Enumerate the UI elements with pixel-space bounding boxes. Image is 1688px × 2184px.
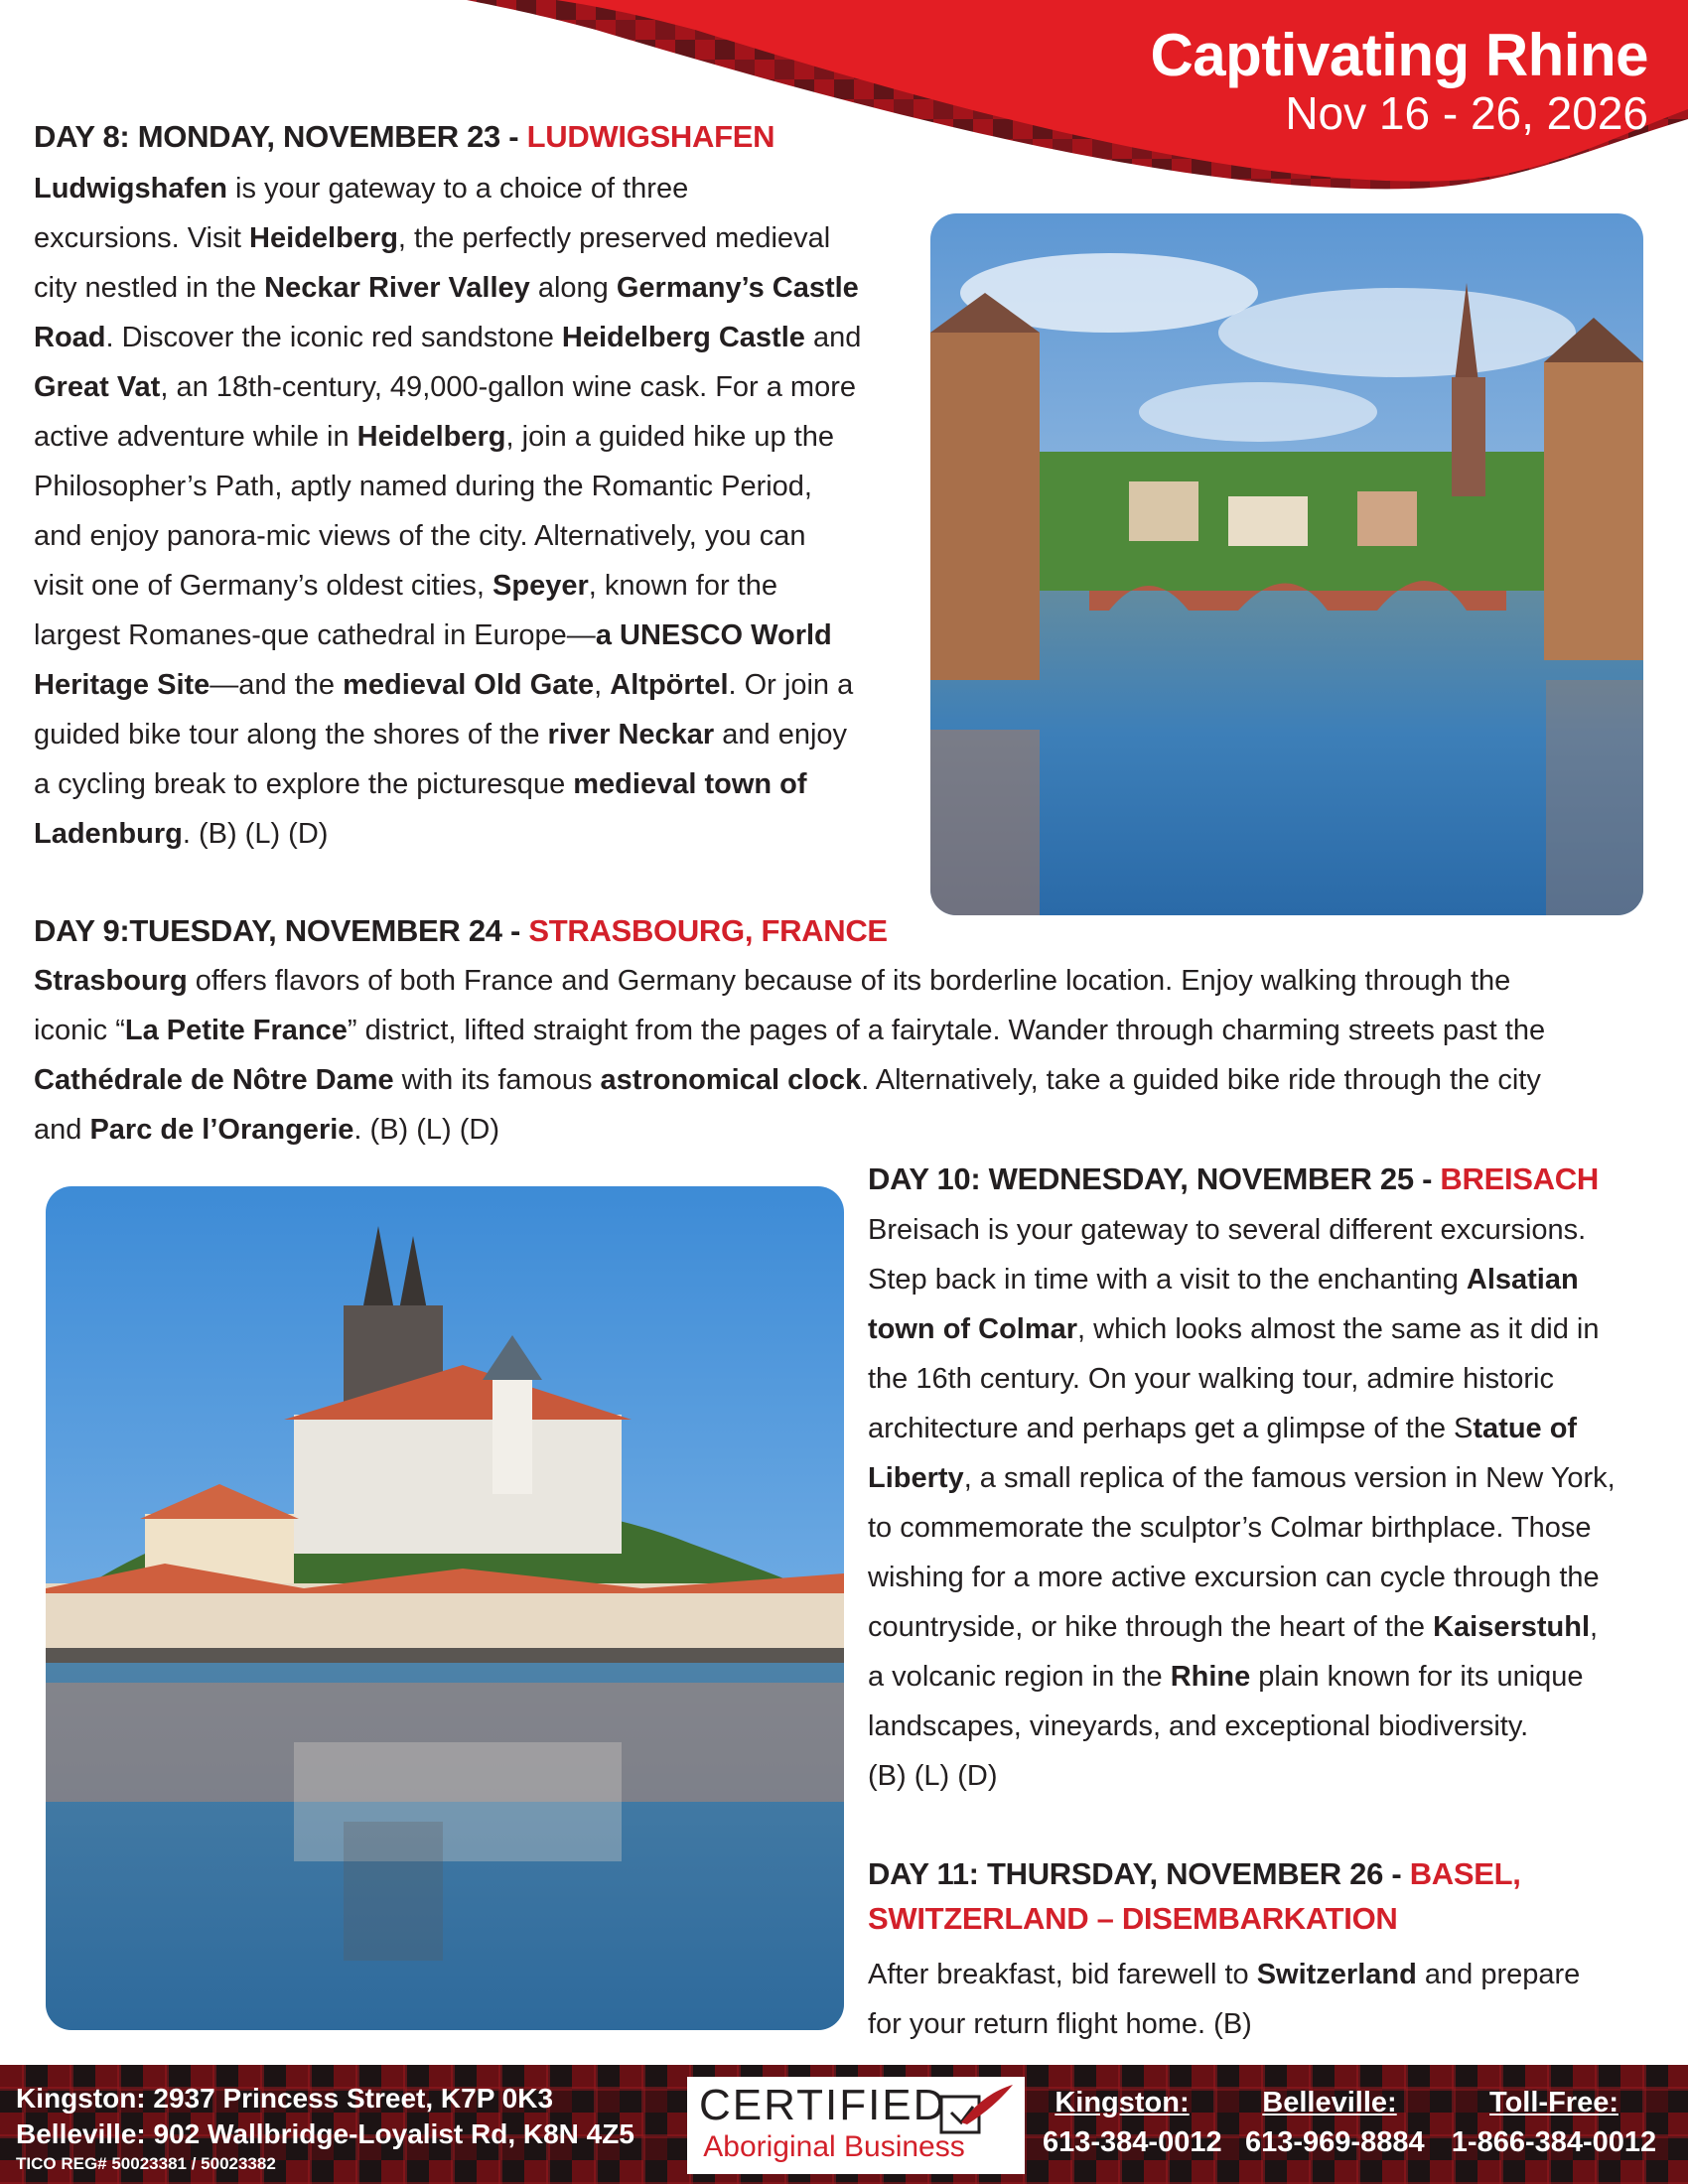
- text-run: and: [804, 322, 862, 353]
- bold-text: medieval Old Gate: [343, 669, 595, 701]
- day8-line: [34, 710, 927, 759]
- day9-line: [34, 1006, 1662, 1055]
- belleville-phone-block: [1245, 2083, 1425, 2162]
- day9-heading: DAY 9:TUESDAY, NOVEMBER 24 - STRASBOURG, FRANCE: [34, 913, 888, 948]
- day8-line: [34, 412, 927, 462]
- bold-text: Parc de l’Orangerie: [89, 1114, 354, 1146]
- bold-text: astronomical clock: [600, 1064, 862, 1096]
- text-run: countryside, or hike through the heart of the: [868, 1611, 1434, 1643]
- bold-text: Heritage Site: [34, 669, 211, 701]
- day11-description: [868, 1950, 1662, 2049]
- day10-heading: DAY 10: WEDNESDAY, NOVEMBER 25 - BREISACH: [868, 1161, 1599, 1196]
- text-run: . Discover the iconic red sandstone: [105, 322, 562, 353]
- bold-text: Neckar River Valley: [264, 272, 530, 304]
- day9-city: STRASBOURG, FRANCE: [528, 913, 888, 948]
- day11-line: [868, 1999, 1662, 2049]
- bold-text: Ludwigshafen: [34, 173, 227, 205]
- day8-city: LUDWIGSHAFEN: [526, 119, 775, 154]
- bold-text: Ladenburg: [34, 818, 183, 850]
- belleville-address: Belleville: 902 Wallbridge-Loyalist Rd, K8N 4Z5: [16, 2118, 634, 2149]
- day8-line: [34, 511, 927, 561]
- day10-description: [868, 1205, 1662, 1801]
- text-run: , which looks almost the same as it did in: [1077, 1313, 1600, 1345]
- tollfree-phone-block: [1450, 2083, 1658, 2162]
- text-run: for your return flight home. (B): [868, 2008, 1252, 2040]
- tour-dates: Nov 16 - 26, 2026: [1285, 87, 1648, 139]
- text-run: , the perfectly preserved medieval: [397, 222, 831, 254]
- text-run: is your gateway to a choice of three: [226, 173, 689, 205]
- bold-text: Cathédrale de Nôtre Dame: [34, 1064, 394, 1096]
- text-run: (B) (L) (D): [868, 1760, 998, 1792]
- tollfree-phone-number[interactable]: 1-866-384-0012: [1451, 2126, 1657, 2158]
- text-run: a volcanic region in the: [868, 1661, 1171, 1693]
- day10-line: [868, 1702, 1662, 1751]
- day10-line: [868, 1205, 1662, 1255]
- day10-line: [868, 1553, 1662, 1602]
- bold-text: Heidelberg Castle: [561, 322, 805, 353]
- belleville-phone-label: Belleville:: [1262, 2087, 1397, 2118]
- day10-line: [868, 1751, 1662, 1801]
- bold-text: Heidelberg: [249, 222, 398, 254]
- day8-line: [34, 611, 927, 660]
- text-run: excursions. Visit: [34, 222, 250, 254]
- day8-line: [34, 263, 927, 313]
- text-run: largest Romanes-que cathedral in Europe—: [34, 619, 596, 651]
- text-run: and: [34, 1114, 90, 1146]
- day11-line: [868, 1950, 1662, 1999]
- day8-line: [34, 362, 927, 412]
- day10-line: [868, 1602, 1662, 1652]
- text-run: offers flavors of both France and Germany because of its borderline location. Enjoy walking through the: [187, 965, 1511, 997]
- day8-line: [34, 164, 927, 213]
- day10-line: [868, 1652, 1662, 1702]
- text-run: and prepare: [1416, 1959, 1581, 1990]
- text-run: ” district, lifted straight from the pages of a fairytale. Wander through charming streets past the: [347, 1015, 1546, 1046]
- day10-line: [868, 1255, 1662, 1304]
- kingston-phone-block: [1043, 2083, 1222, 2162]
- day8-line: [34, 462, 927, 511]
- text-run: and enjoy: [714, 719, 848, 751]
- day10-city: BREISACH: [1440, 1161, 1599, 1196]
- bold-text: Altpörtel: [610, 669, 729, 701]
- kingston-phone-label: Kingston:: [1055, 2087, 1190, 2118]
- text-run: , known for the: [588, 570, 777, 602]
- day11-heading: DAY 11: THURSDAY, NOVEMBER 26 - BASEL, SWITZERLAND – DISEMBARKATION: [868, 1856, 1521, 1936]
- text-run: with its famous: [393, 1064, 601, 1096]
- text-run: Step back in time with a visit to the enchanting: [868, 1264, 1467, 1296]
- logo-aboriginal-text: Aboriginal Business: [703, 2130, 965, 2163]
- text-run: After breakfast, bid farewell to: [868, 1959, 1257, 1990]
- day8-line: [34, 809, 927, 859]
- day10-line: [868, 1404, 1662, 1453]
- bold-text: Strasbourg: [34, 965, 188, 997]
- text-run: . Alternatively, take a guided bike ride through the city: [861, 1064, 1541, 1096]
- day9-line: [34, 956, 1662, 1006]
- bold-text: Speyer: [492, 570, 589, 602]
- day8-line: [34, 759, 927, 809]
- day8-line: [34, 313, 927, 362]
- text-run: plain known for its unique: [1250, 1661, 1584, 1693]
- text-run: . (B) (L) (D): [182, 818, 329, 850]
- bold-text: Road: [34, 322, 106, 353]
- text-run: wishing for a more active excursion can cycle through the: [868, 1562, 1600, 1593]
- belleville-phone-number[interactable]: 613-969-8884: [1245, 2126, 1425, 2158]
- bold-text: Liberty: [868, 1462, 964, 1494]
- day11-city-line2: SWITZERLAND – DISEMBARKATION: [868, 1901, 1398, 1936]
- tour-title: Captivating Rhine: [1150, 22, 1648, 88]
- text-run: along: [529, 272, 617, 304]
- bold-text: Kaiserstuhl: [1433, 1611, 1591, 1643]
- bold-text: a UNESCO World: [595, 619, 832, 651]
- text-run: a cycling break to explore the picturesque: [34, 768, 574, 800]
- text-run: Breisach is your gateway to several different excursions.: [868, 1214, 1587, 1246]
- bold-text: river Neckar: [547, 719, 715, 751]
- text-run: to commemorate the sculptor’s Colmar birthplace. Those: [868, 1512, 1592, 1544]
- day8-heading: DAY 8: MONDAY, NOVEMBER 23 - LUDWIGSHAFEN: [34, 119, 775, 154]
- bold-text: tatue of: [1473, 1413, 1578, 1444]
- certified-aboriginal-business-logo: [687, 2077, 1025, 2174]
- day10-line: [868, 1354, 1662, 1404]
- bold-text: Great Vat: [34, 371, 161, 403]
- tollfree-phone-label: Toll-Free:: [1489, 2087, 1618, 2118]
- day8-description: [34, 164, 927, 859]
- bold-text: La Petite France: [124, 1015, 348, 1046]
- day8-line: [34, 660, 927, 710]
- text-run: landscapes, vineyards, and exceptional biodiversity.: [868, 1710, 1529, 1742]
- text-run: guided bike tour along the shores of the: [34, 719, 548, 751]
- kingston-phone-number[interactable]: 613-384-0012: [1043, 2126, 1222, 2158]
- strasbourg-photo: [930, 213, 1643, 915]
- bold-text: medieval town of: [573, 768, 807, 800]
- day10-line: [868, 1503, 1662, 1553]
- text-run: . Or join a: [728, 669, 854, 701]
- day10-line: [868, 1304, 1662, 1354]
- text-run: , a small replica of the famous version in New York,: [963, 1462, 1616, 1494]
- text-run: Philosopher’s Path, aptly named during the Romantic Period,: [34, 471, 812, 502]
- kingston-address: Kingston: 2937 Princess Street, K7P 0K3: [16, 2083, 554, 2114]
- text-run: , join a guided hike up the: [505, 421, 835, 453]
- logo-certified-text: CERTIFIED: [699, 2081, 947, 2129]
- day11-city: BASEL,: [1409, 1856, 1521, 1891]
- bold-text: Alsatian: [1466, 1264, 1579, 1296]
- text-run: active adventure while in: [34, 421, 357, 453]
- text-run: city nestled in the: [34, 272, 265, 304]
- text-run: iconic “: [34, 1015, 125, 1046]
- bold-text: Heidelberg: [356, 421, 506, 453]
- text-run: , an 18th-century, 49,000-gallon wine cask. For a more: [160, 371, 857, 403]
- text-run: —and the: [210, 669, 344, 701]
- bold-text: town of Colmar: [868, 1313, 1078, 1345]
- text-run: . (B) (L) (D): [353, 1114, 500, 1146]
- bold-text: Rhine: [1170, 1661, 1251, 1693]
- day10-line: [868, 1453, 1662, 1503]
- albrechtsburg-photo: [46, 1186, 844, 2030]
- tico-registration: TICO REG# 50023381 / 50023382: [16, 2154, 276, 2173]
- bold-text: Switzerland: [1256, 1959, 1417, 1990]
- text-run: visit one of Germany’s oldest cities,: [34, 570, 493, 602]
- day9-line: [34, 1105, 1662, 1155]
- text-run: architecture and perhaps get a glimpse of the S: [868, 1413, 1474, 1444]
- day9-description: [34, 956, 1662, 1155]
- text-run: ,: [594, 669, 611, 701]
- text-run: and enjoy panora-mic views of the city. Alternatively, you can: [34, 520, 806, 552]
- day9-line: [34, 1055, 1662, 1105]
- text-run: ,: [1590, 1611, 1599, 1643]
- day8-line: [34, 213, 927, 263]
- day8-line: [34, 561, 927, 611]
- bold-text: Germany’s Castle: [616, 272, 859, 304]
- tour-title-block: [1150, 22, 1648, 137]
- text-run: the 16th century. On your walking tour, admire historic: [868, 1363, 1554, 1395]
